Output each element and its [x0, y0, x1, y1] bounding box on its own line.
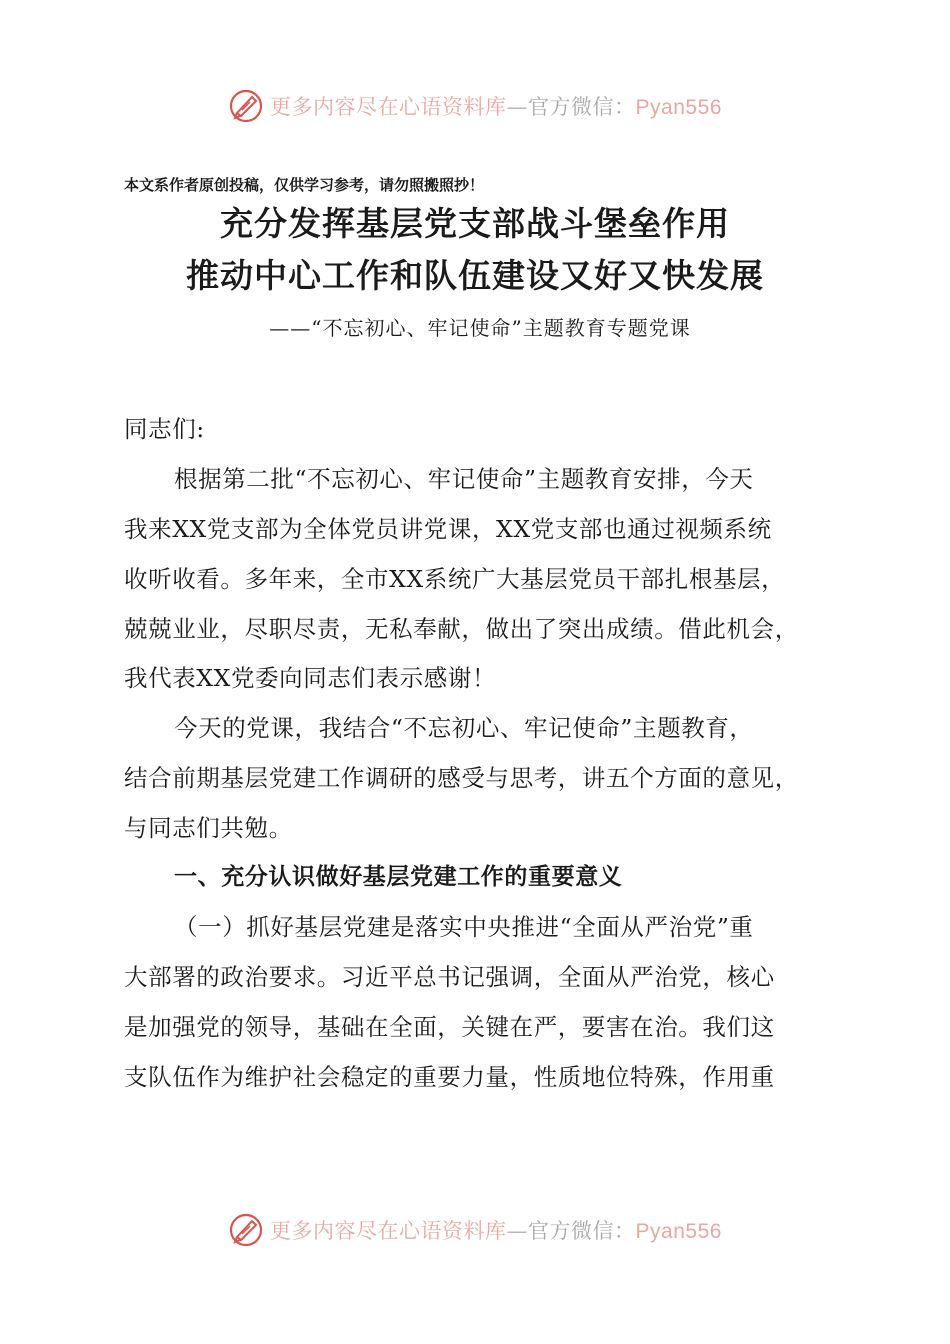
paragraph-line: 支队伍作为维护社会稳定的重要力量，性质地位特殊，作用重: [124, 1063, 775, 1091]
paragraph-line: 根据第二批“不忘初心、牢记使命”主题教育安排，今天: [174, 465, 754, 493]
document-title-line-1: 充分发挥基层党支部战斗堡垒作用: [220, 204, 730, 243]
watermark-brand: 更多内容尽在心语资料库: [270, 95, 507, 119]
watermark-brand: 更多内容尽在心语资料库: [270, 1219, 507, 1243]
watermark-wechat-id: Pyan556: [635, 1220, 722, 1243]
watermark-footer: [0, 1210, 950, 1250]
paragraph-line: 结合前期基层党建工作调研的感受与思考，讲五个方面的意见，: [124, 764, 799, 792]
document-title-line-2: 推动中心工作和队伍建设又好又快发展: [186, 256, 764, 295]
copyright-notice: 本文系作者原创投稿，仅供学习参考，请勿照搬照抄！: [124, 176, 485, 194]
paragraph-line: 我来XX党支部为全体党员讲党课，XX党支部也通过视频系统: [124, 515, 772, 543]
watermark-official: 官方微信：: [528, 1219, 636, 1243]
paragraph-line: 大部署的政治要求。习近平总书记强调，全面从严治党，核心: [124, 963, 775, 991]
paragraph-line: 今天的党课，我结合“不忘初心、牢记使命”主题教育，: [174, 714, 754, 742]
paragraph-line: 我代表XX党委向同志们表示感谢！: [124, 664, 497, 692]
watermark-separator: —: [506, 1219, 529, 1243]
watermark-header: [0, 86, 950, 126]
greeting: 同志们:: [124, 415, 205, 443]
watermark-separator: —: [506, 95, 529, 119]
watermark-wechat-id: Pyan556: [635, 96, 722, 119]
paragraph-line: 与同志们共勉。: [124, 814, 293, 842]
watermark-official: 官方微信：: [528, 95, 636, 119]
paragraph-line: 是加强党的领导，基础在全面，关键在严，要害在治。我们这: [124, 1013, 775, 1041]
paragraph-line: 收听收看。多年来，全市XX系统广大基层党员干部扎根基层，: [124, 565, 786, 593]
paragraph-line: （一）抓好基层党建是落实中央推进“全面从严治党”重: [174, 913, 754, 941]
pen-logo-icon: [228, 88, 264, 124]
paragraph-line: 兢兢业业，尽职尽责，无私奉献，做出了突出成绩。借此机会，: [124, 615, 799, 643]
pen-logo-icon: [228, 1212, 264, 1248]
document-subtitle: ——“不忘初心、牢记使命”主题教育专题党课: [269, 316, 691, 340]
section-heading: 一、充分认识做好基层党建工作的重要意义: [174, 864, 623, 890]
